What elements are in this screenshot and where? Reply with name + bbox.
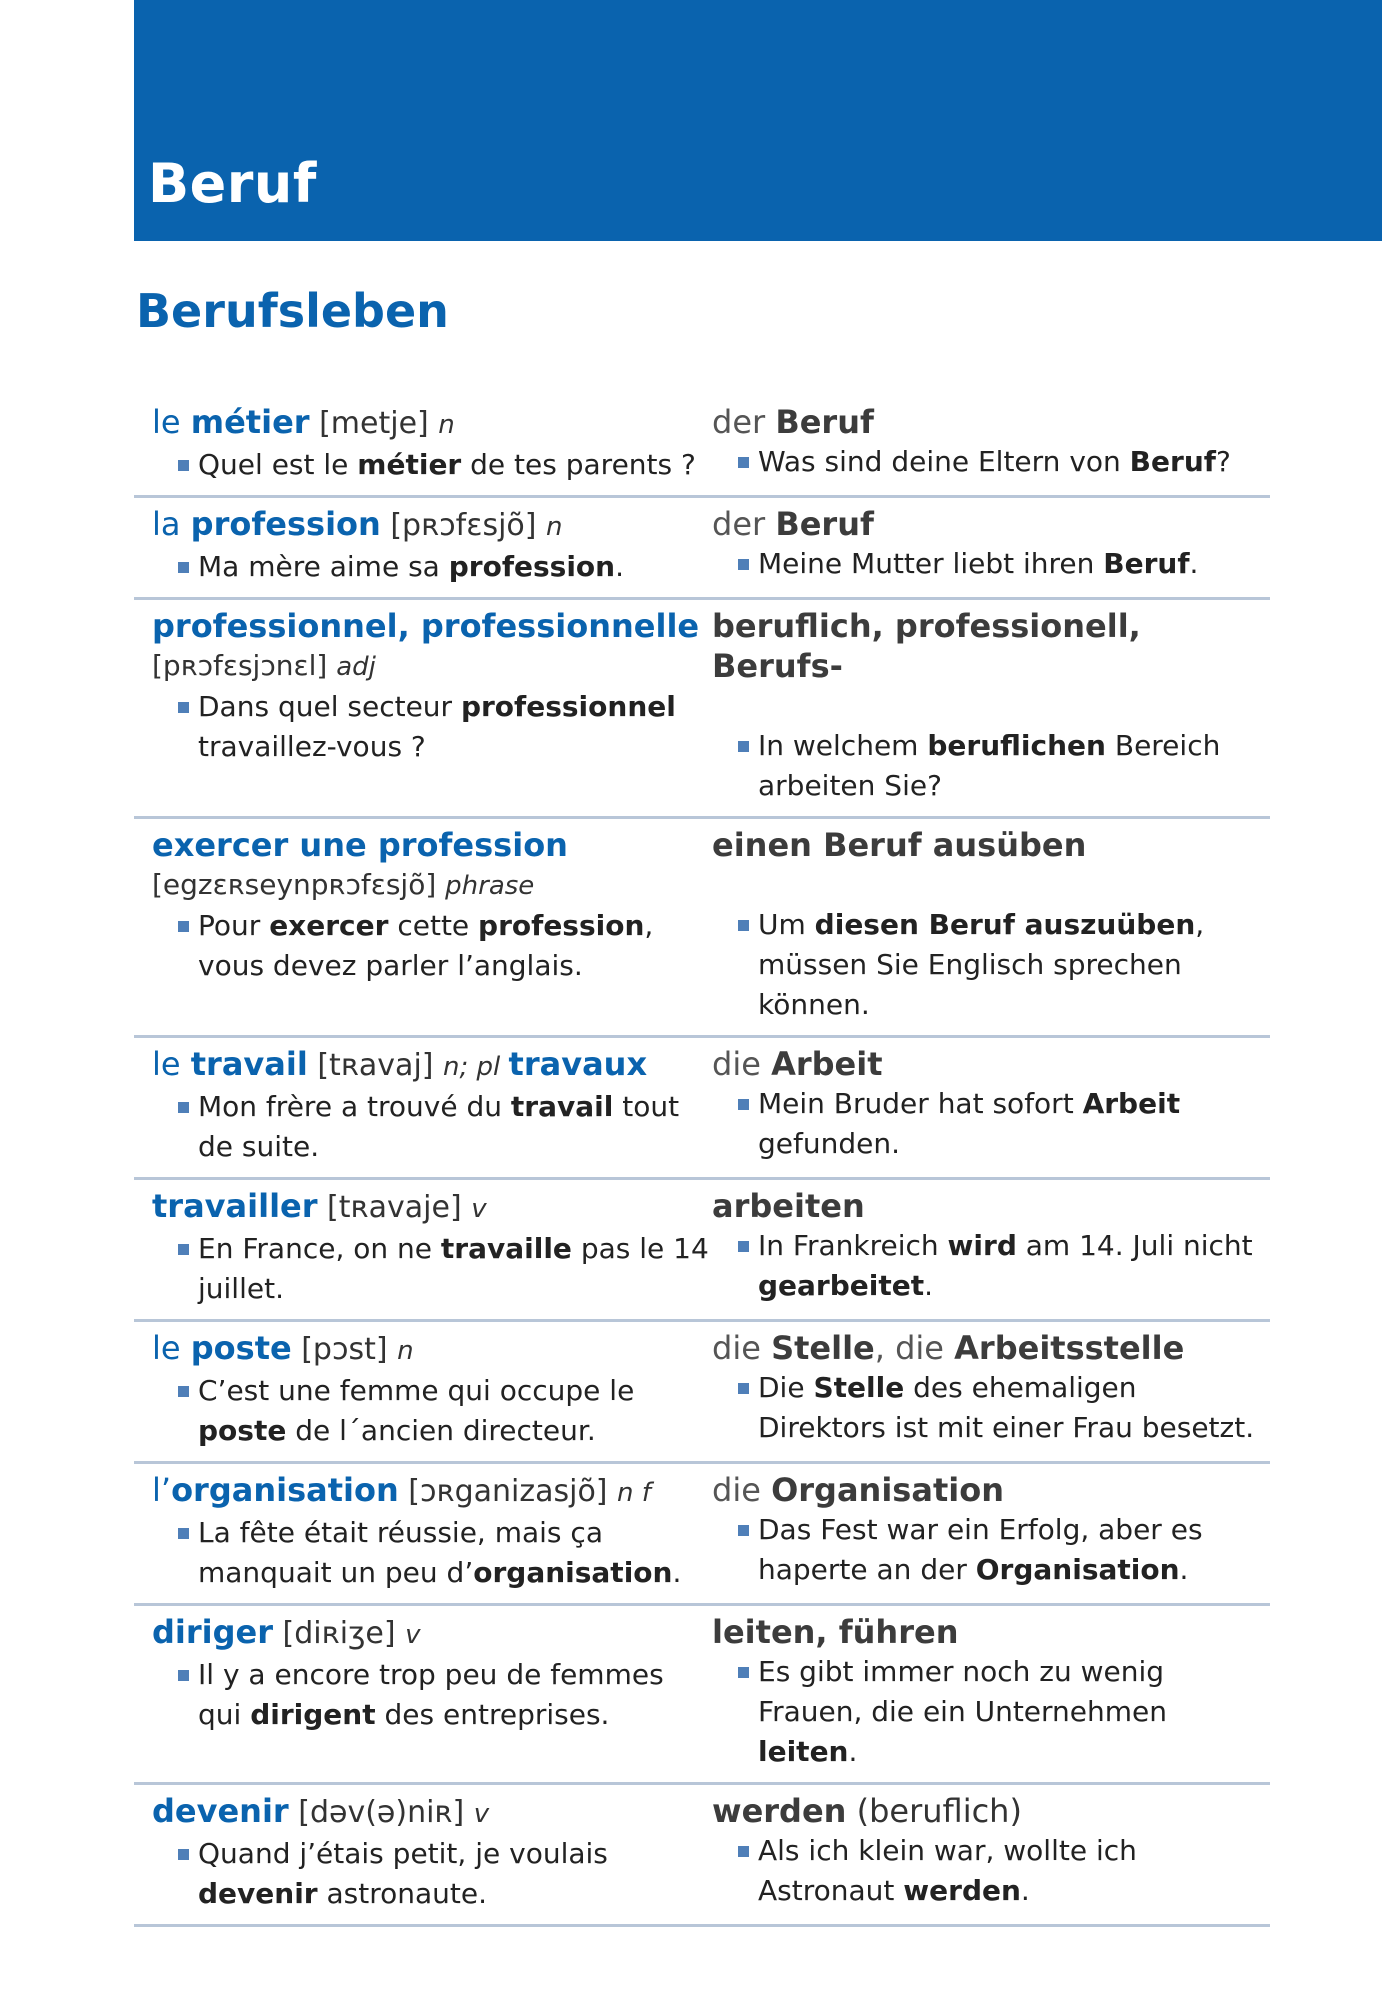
- french-headword: la profession [pʀɔfɛsjõ] n: [152, 505, 563, 543]
- french-example: Il y a encore trop peu de femmes qui dirigent des entreprises.: [152, 1655, 712, 1735]
- german-column: [712, 504, 1270, 587]
- vocab-entry: [134, 1322, 1270, 1464]
- german-example: Mein Bruder hat sofort Arbeit gefunden.: [712, 1084, 1270, 1164]
- french-example: En France, on ne travaille pas le 14 juillet.: [152, 1229, 712, 1309]
- french-pronunciation: [egzɛʀseynpʀɔfɛsjõ] phrase: [152, 868, 535, 901]
- french-example: Pour exercer cette profession, vous devez parler l’anglais.: [152, 906, 712, 986]
- german-example: In Frankreich wird am 14. Juli nicht gearbeitet.: [712, 1226, 1270, 1306]
- french-column: [134, 606, 712, 806]
- square-bullet-icon: [738, 1383, 749, 1394]
- german-example: Es gibt immer noch zu wenig Frauen, die ein Unternehmen leiten.: [712, 1652, 1270, 1772]
- pronunciation: [metje]: [309, 406, 439, 441]
- square-bullet-icon: [178, 1670, 189, 1681]
- german-headword: beruflich, professionell, Berufs-: [712, 607, 1141, 685]
- german-headword: werden (beruflich): [712, 1792, 1022, 1830]
- chapter-title: Beruf: [148, 152, 317, 215]
- german-headword: leiten, führen: [712, 1613, 959, 1651]
- german-column: [712, 1791, 1270, 1914]
- french-headword: l’organisation [ɔʀganizasjõ] n f: [152, 1471, 651, 1509]
- french-example: Ma mère aime sa profession.: [152, 547, 712, 587]
- square-bullet-icon: [178, 460, 189, 471]
- section-title: Berufsleben: [136, 284, 449, 338]
- french-column: [134, 1186, 712, 1309]
- french-column: [134, 1044, 712, 1167]
- german-headword: die Arbeit: [712, 1045, 883, 1083]
- vocab-entry: [134, 1464, 1270, 1606]
- german-headword: die Stelle, die Arbeitsstelle: [712, 1329, 1185, 1367]
- square-bullet-icon: [738, 1099, 749, 1110]
- french-column: [134, 402, 712, 485]
- article: le: [152, 403, 191, 441]
- french-example: C’est une femme qui occupe le poste de l´ancien directeur.: [152, 1371, 712, 1451]
- square-bullet-icon: [178, 562, 189, 573]
- german-column: [712, 1186, 1270, 1309]
- german-example: Um diesen Beruf auszuüben, müssen Sie Englisch sprechen können.: [712, 905, 1270, 1025]
- french-example: La fête était réussie, mais ça manquait un peu d’organisation.: [152, 1513, 712, 1593]
- french-headword: professionnel, professionnelle: [152, 607, 700, 645]
- french-headword: travailler [tʀavaje] v: [152, 1187, 487, 1225]
- german-column: [712, 402, 1270, 485]
- german-column: [712, 606, 1270, 806]
- german-headword: die Organisation: [712, 1471, 1004, 1509]
- german-headword: arbeiten: [712, 1187, 865, 1225]
- german-example: Die Stelle des ehemaligen Direktors ist mit einer Frau besetzt.: [712, 1368, 1270, 1448]
- french-headword: diriger [diʀiʒe] v: [152, 1613, 421, 1651]
- german-example: Meine Mutter liebt ihren Beruf.: [712, 544, 1270, 584]
- square-bullet-icon: [738, 1241, 749, 1252]
- german-example: Als ich klein war, wollte ich Astronaut werden.: [712, 1831, 1270, 1911]
- french-pronunciation: [pʀɔfɛsjɔnɛl] adj: [152, 649, 376, 682]
- french-example: Mon frère a trouvé du travail tout de suite.: [152, 1087, 712, 1167]
- german-column: [712, 1044, 1270, 1167]
- lemma: métier: [190, 403, 310, 441]
- vocab-entry: [134, 1180, 1270, 1322]
- square-bullet-icon: [738, 1846, 749, 1857]
- square-bullet-icon: [738, 920, 749, 931]
- german-headword: der Beruf: [712, 403, 874, 441]
- french-example: Dans quel secteur professionnel travaillez-vous ?: [152, 687, 712, 767]
- square-bullet-icon: [738, 1525, 749, 1536]
- french-headword: exercer une profession: [152, 826, 568, 864]
- vocab-entry: [134, 1606, 1270, 1785]
- german-column: [712, 1612, 1270, 1772]
- french-headword: [152, 402, 712, 445]
- square-bullet-icon: [738, 457, 749, 468]
- vocab-entry: [134, 600, 1270, 819]
- vocab-entry: [134, 1785, 1270, 1927]
- square-bullet-icon: [178, 921, 189, 932]
- french-column: [134, 1470, 712, 1593]
- german-column: [712, 825, 1270, 1025]
- french-example: Quel est le métier de tes parents ?: [152, 445, 712, 485]
- square-bullet-icon: [178, 1244, 189, 1255]
- square-bullet-icon: [178, 1102, 189, 1113]
- french-column: [134, 504, 712, 587]
- french-headword: devenir [dəv(ə)niʀ] v: [152, 1792, 490, 1830]
- french-headword: le travail [tʀavaj] n; pl travaux: [152, 1045, 648, 1083]
- vocab-entry: [134, 498, 1270, 600]
- square-bullet-icon: [178, 1849, 189, 1860]
- square-bullet-icon: [738, 741, 749, 752]
- vocab-entry: [134, 1038, 1270, 1180]
- vocabulary-list: [134, 396, 1270, 1927]
- german-example: Was sind deine Eltern von Beruf?: [712, 442, 1270, 482]
- vocab-entry: [134, 819, 1270, 1038]
- french-column: [134, 1612, 712, 1772]
- grammar-label: n: [438, 410, 455, 440]
- square-bullet-icon: [178, 1386, 189, 1397]
- german-example: In welchem beruflichen Bereich arbeiten Sie?: [712, 726, 1270, 806]
- german-headword: einen Beruf ausüben: [712, 826, 1087, 864]
- square-bullet-icon: [178, 1528, 189, 1539]
- french-column: [134, 1791, 712, 1914]
- french-headword: le poste [pɔst] n: [152, 1329, 414, 1367]
- german-column: [712, 1328, 1270, 1451]
- german-headword: der Beruf: [712, 505, 874, 543]
- chapter-header-band: [134, 0, 1382, 241]
- vocab-entry: [134, 396, 1270, 498]
- french-column: [134, 825, 712, 1025]
- french-column: [134, 1328, 712, 1451]
- french-example: Quand j’étais petit, je voulais devenir astronaute.: [152, 1834, 712, 1914]
- square-bullet-icon: [738, 1667, 749, 1678]
- german-column: [712, 1470, 1270, 1593]
- square-bullet-icon: [178, 702, 189, 713]
- square-bullet-icon: [738, 559, 749, 570]
- german-example: Das Fest war ein Erfolg, aber es haperte an der Organisation.: [712, 1510, 1270, 1590]
